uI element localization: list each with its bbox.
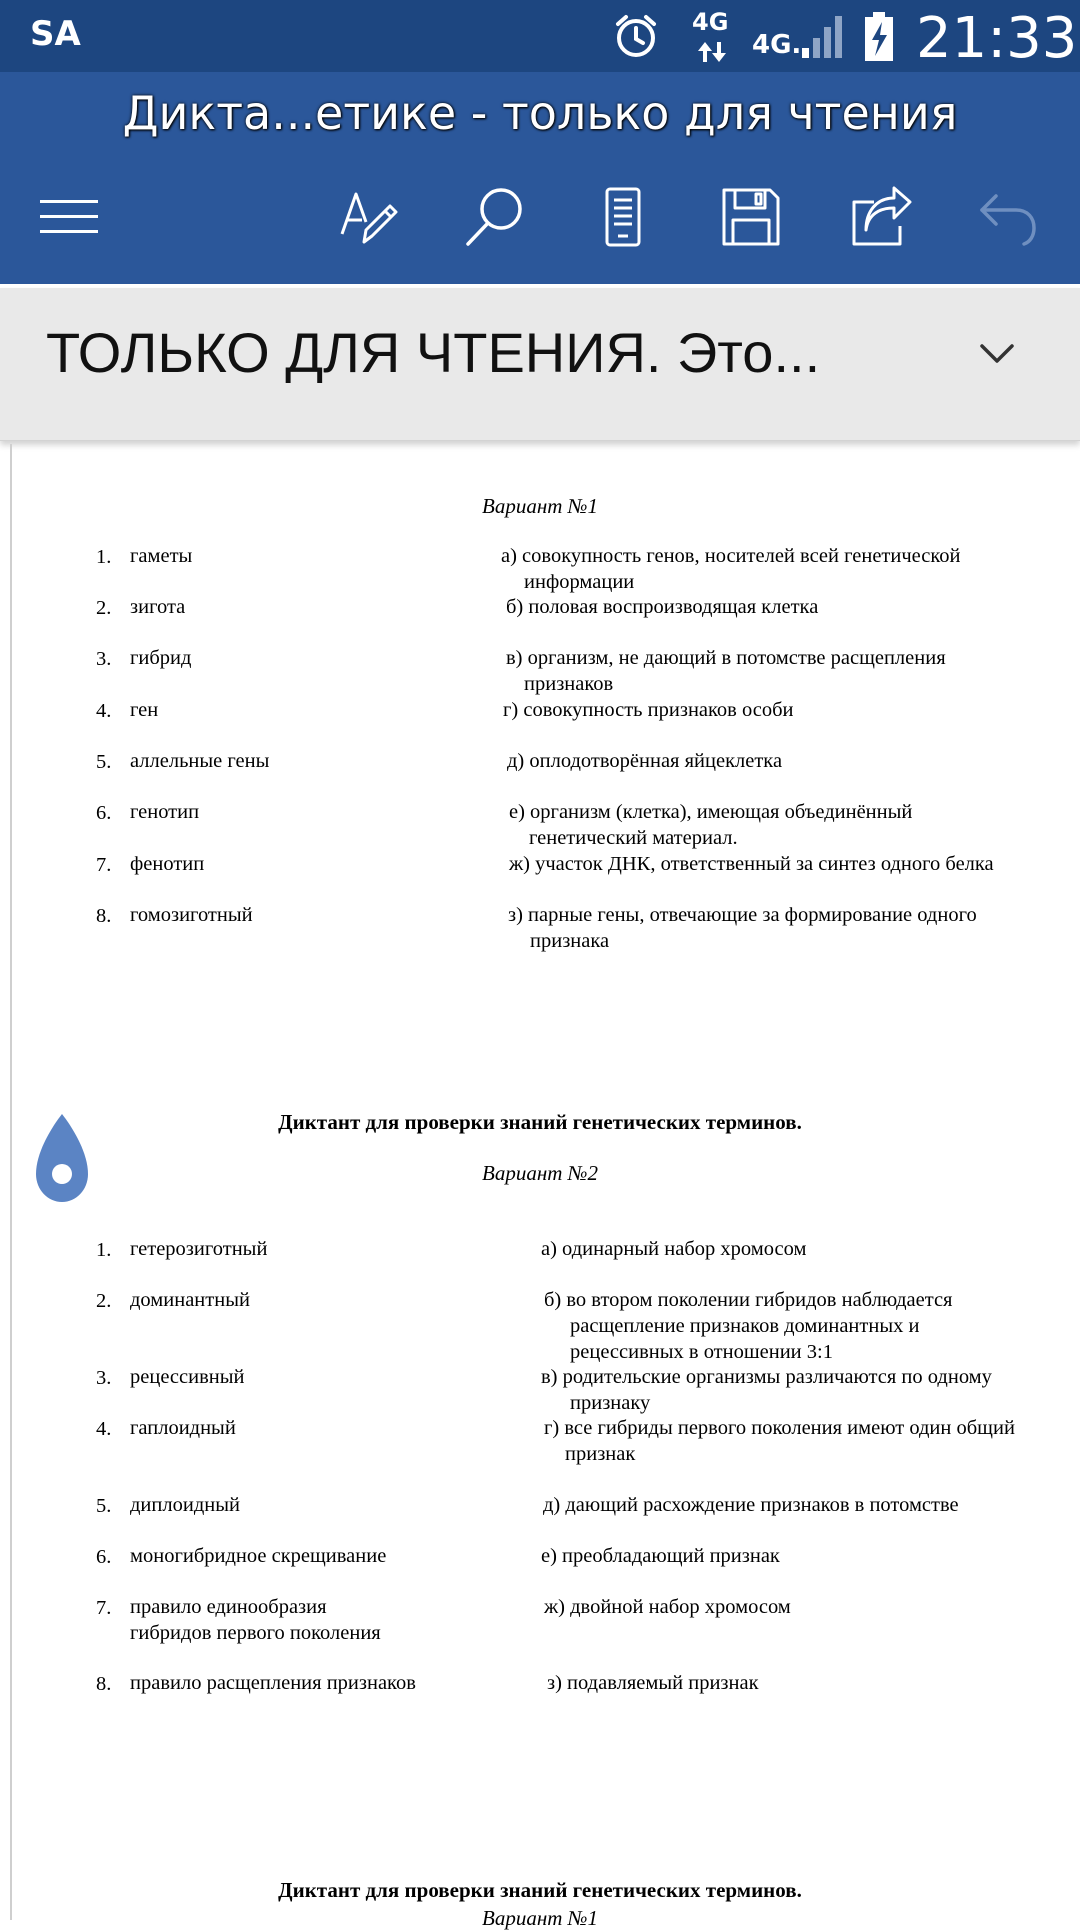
term: гаметы: [130, 545, 193, 567]
definition: [501, 543, 961, 595]
save-button[interactable]: [718, 184, 784, 250]
term-line: моногибридное скрещивание: [130, 1545, 387, 1567]
term: [130, 1415, 236, 1441]
item-number: 4.: [96, 700, 112, 722]
save-icon: [724, 190, 778, 244]
term-line: доминантный: [130, 1289, 250, 1311]
chevron-down-icon[interactable]: [976, 332, 1018, 374]
signal-network-label: 4G.: [752, 30, 802, 60]
definition: [544, 1415, 1015, 1467]
section-heading: Диктант для проверки знаний генетических терминов.: [278, 1878, 802, 1902]
item-number: 3.: [96, 648, 112, 670]
definition: [544, 1594, 791, 1620]
signal-icon: [800, 14, 844, 60]
item-number: 5.: [96, 1495, 112, 1517]
menu-button[interactable]: [36, 184, 102, 250]
definition-line: г) все гибриды первого поколения имеют один общий: [544, 1417, 1015, 1439]
term: аллельные гены: [130, 750, 270, 772]
network-4g-indicator: [690, 8, 734, 66]
undo-button[interactable]: [976, 184, 1042, 250]
term: [130, 1236, 267, 1262]
definition-line: б) половая воспроизводящая клетка: [506, 596, 819, 618]
term: ген: [130, 699, 159, 721]
mobile-view-icon: [607, 189, 639, 245]
item-number: 3.: [96, 1367, 112, 1389]
term: генотип: [130, 801, 200, 823]
term: [130, 1287, 250, 1313]
definition-line: б) во втором поколении гибридов наблюдается: [544, 1289, 953, 1311]
definition: [509, 851, 994, 877]
term-line: гибридов первого поколения: [130, 1622, 381, 1644]
term-line: правило расщепления признаков: [130, 1672, 416, 1694]
undo-icon: [982, 196, 1034, 244]
hamburger-icon: [40, 200, 98, 233]
definition-line: в) родительские организмы различаются по одному: [541, 1366, 992, 1388]
term: [130, 1594, 381, 1646]
definition-line: д) дающий расхождение признаков в потомстве: [543, 1494, 959, 1516]
definition-line: признака: [530, 930, 610, 952]
definition-line: расщепление признаков доминантных и: [570, 1315, 920, 1337]
document-title: Дикта...етике - только для чтения: [122, 86, 958, 140]
document-page: [0, 444, 1080, 1930]
definition-line: з) подавляемый признак: [547, 1672, 759, 1694]
definition: [547, 1670, 759, 1696]
definition: [541, 1364, 992, 1416]
search-button[interactable]: [462, 184, 528, 250]
term-line: правило единообразия: [130, 1596, 327, 1618]
definition-line: признак: [565, 1443, 636, 1465]
definition-line: г) совокупность признаков особи: [503, 699, 794, 721]
definition: [509, 799, 912, 851]
item-number: 7.: [96, 854, 112, 876]
definition-line: а) совокупность генов, носителей всей генетической: [501, 545, 961, 567]
definition: [503, 697, 794, 723]
term: зигота: [130, 596, 186, 618]
term: [130, 1670, 416, 1696]
item-number: 1.: [96, 546, 112, 568]
network-type-label: 4G: [692, 8, 729, 36]
item-number: 8.: [96, 905, 112, 927]
term-line: гетерозиготный: [130, 1238, 268, 1260]
definition: [544, 1287, 952, 1365]
term: гомозиготный: [130, 904, 253, 926]
definition: [507, 748, 782, 774]
item-number: 6.: [96, 802, 112, 824]
term: гибрид: [130, 647, 192, 669]
battery-charging-icon: [864, 12, 894, 62]
term: [130, 1364, 245, 1390]
term-line: гаплоидный: [130, 1417, 236, 1439]
status-bar: [0, 0, 1080, 72]
item-number: 1.: [96, 1239, 112, 1261]
read-only-notice-text: ТОЛЬКО ДЛЯ ЧТЕНИЯ. Это...: [46, 321, 821, 384]
search-icon: [468, 190, 520, 244]
definition-line: рецессивных в отношении 3:1: [570, 1341, 833, 1363]
variant-2-title: Вариант №2: [482, 1161, 598, 1185]
definition: [541, 1543, 780, 1569]
share-icon: [854, 188, 910, 244]
definition-line: информации: [524, 571, 635, 593]
section-heading: Диктант для проверки знаний генетических терминов.: [278, 1110, 802, 1134]
term: [130, 1543, 386, 1569]
edit-pen-icon: [342, 194, 396, 242]
item-number: 5.: [96, 751, 112, 773]
read-only-notice[interactable]: [0, 288, 1080, 441]
definition-line: в) организм, не дающий в потомстве расщепления: [506, 647, 946, 669]
item-number: 2.: [96, 597, 112, 619]
item-number: 6.: [96, 1546, 112, 1568]
definition-line: е) организм (клетка), имеющая объединённый: [509, 801, 913, 823]
definition-line: з) парные гены, отвечающие за формирование одного: [508, 904, 977, 926]
term-line: рецессивный: [130, 1366, 245, 1388]
definition-line: д) оплодотворённая яйцеклетка: [507, 750, 783, 772]
definition: [506, 645, 946, 697]
mobile-view-button[interactable]: [590, 184, 656, 250]
definition-line: признаку: [570, 1392, 651, 1414]
definition-line: а) одинарный набор хромосом: [541, 1238, 807, 1260]
item-number: 4.: [96, 1418, 112, 1440]
definition-line: е) преобладающий признак: [541, 1545, 780, 1567]
definition: [541, 1236, 806, 1262]
share-button[interactable]: [848, 184, 914, 250]
variant-title-cut: Вариант №1: [482, 1906, 598, 1930]
definition: [543, 1492, 959, 1518]
definition: [508, 902, 977, 954]
carrier-label: SA: [30, 14, 81, 54]
definition-line: признаков: [524, 673, 614, 695]
term: фенотип: [130, 853, 205, 875]
item-number: 2.: [96, 1290, 112, 1312]
definition-line: ж) участок ДНК, ответственный за синтез одного белка: [509, 853, 994, 875]
term-line: диплоидный: [130, 1494, 240, 1516]
definition-line: ж) двойной набор хромосом: [544, 1596, 791, 1618]
text-cursor-handle[interactable]: [32, 1114, 92, 1204]
item-number: 7.: [96, 1597, 112, 1619]
definition-line: генетический материал.: [529, 827, 738, 849]
data-arrows-icon: [696, 40, 728, 64]
variant-1-title: Вариант №1: [482, 494, 598, 518]
alarm-icon: [612, 12, 660, 60]
clock: 21:33: [916, 6, 1078, 71]
term: [130, 1492, 240, 1518]
item-number: 8.: [96, 1673, 112, 1695]
title-bar: [0, 72, 1080, 284]
definition: [506, 594, 818, 620]
edit-button[interactable]: [336, 184, 402, 250]
